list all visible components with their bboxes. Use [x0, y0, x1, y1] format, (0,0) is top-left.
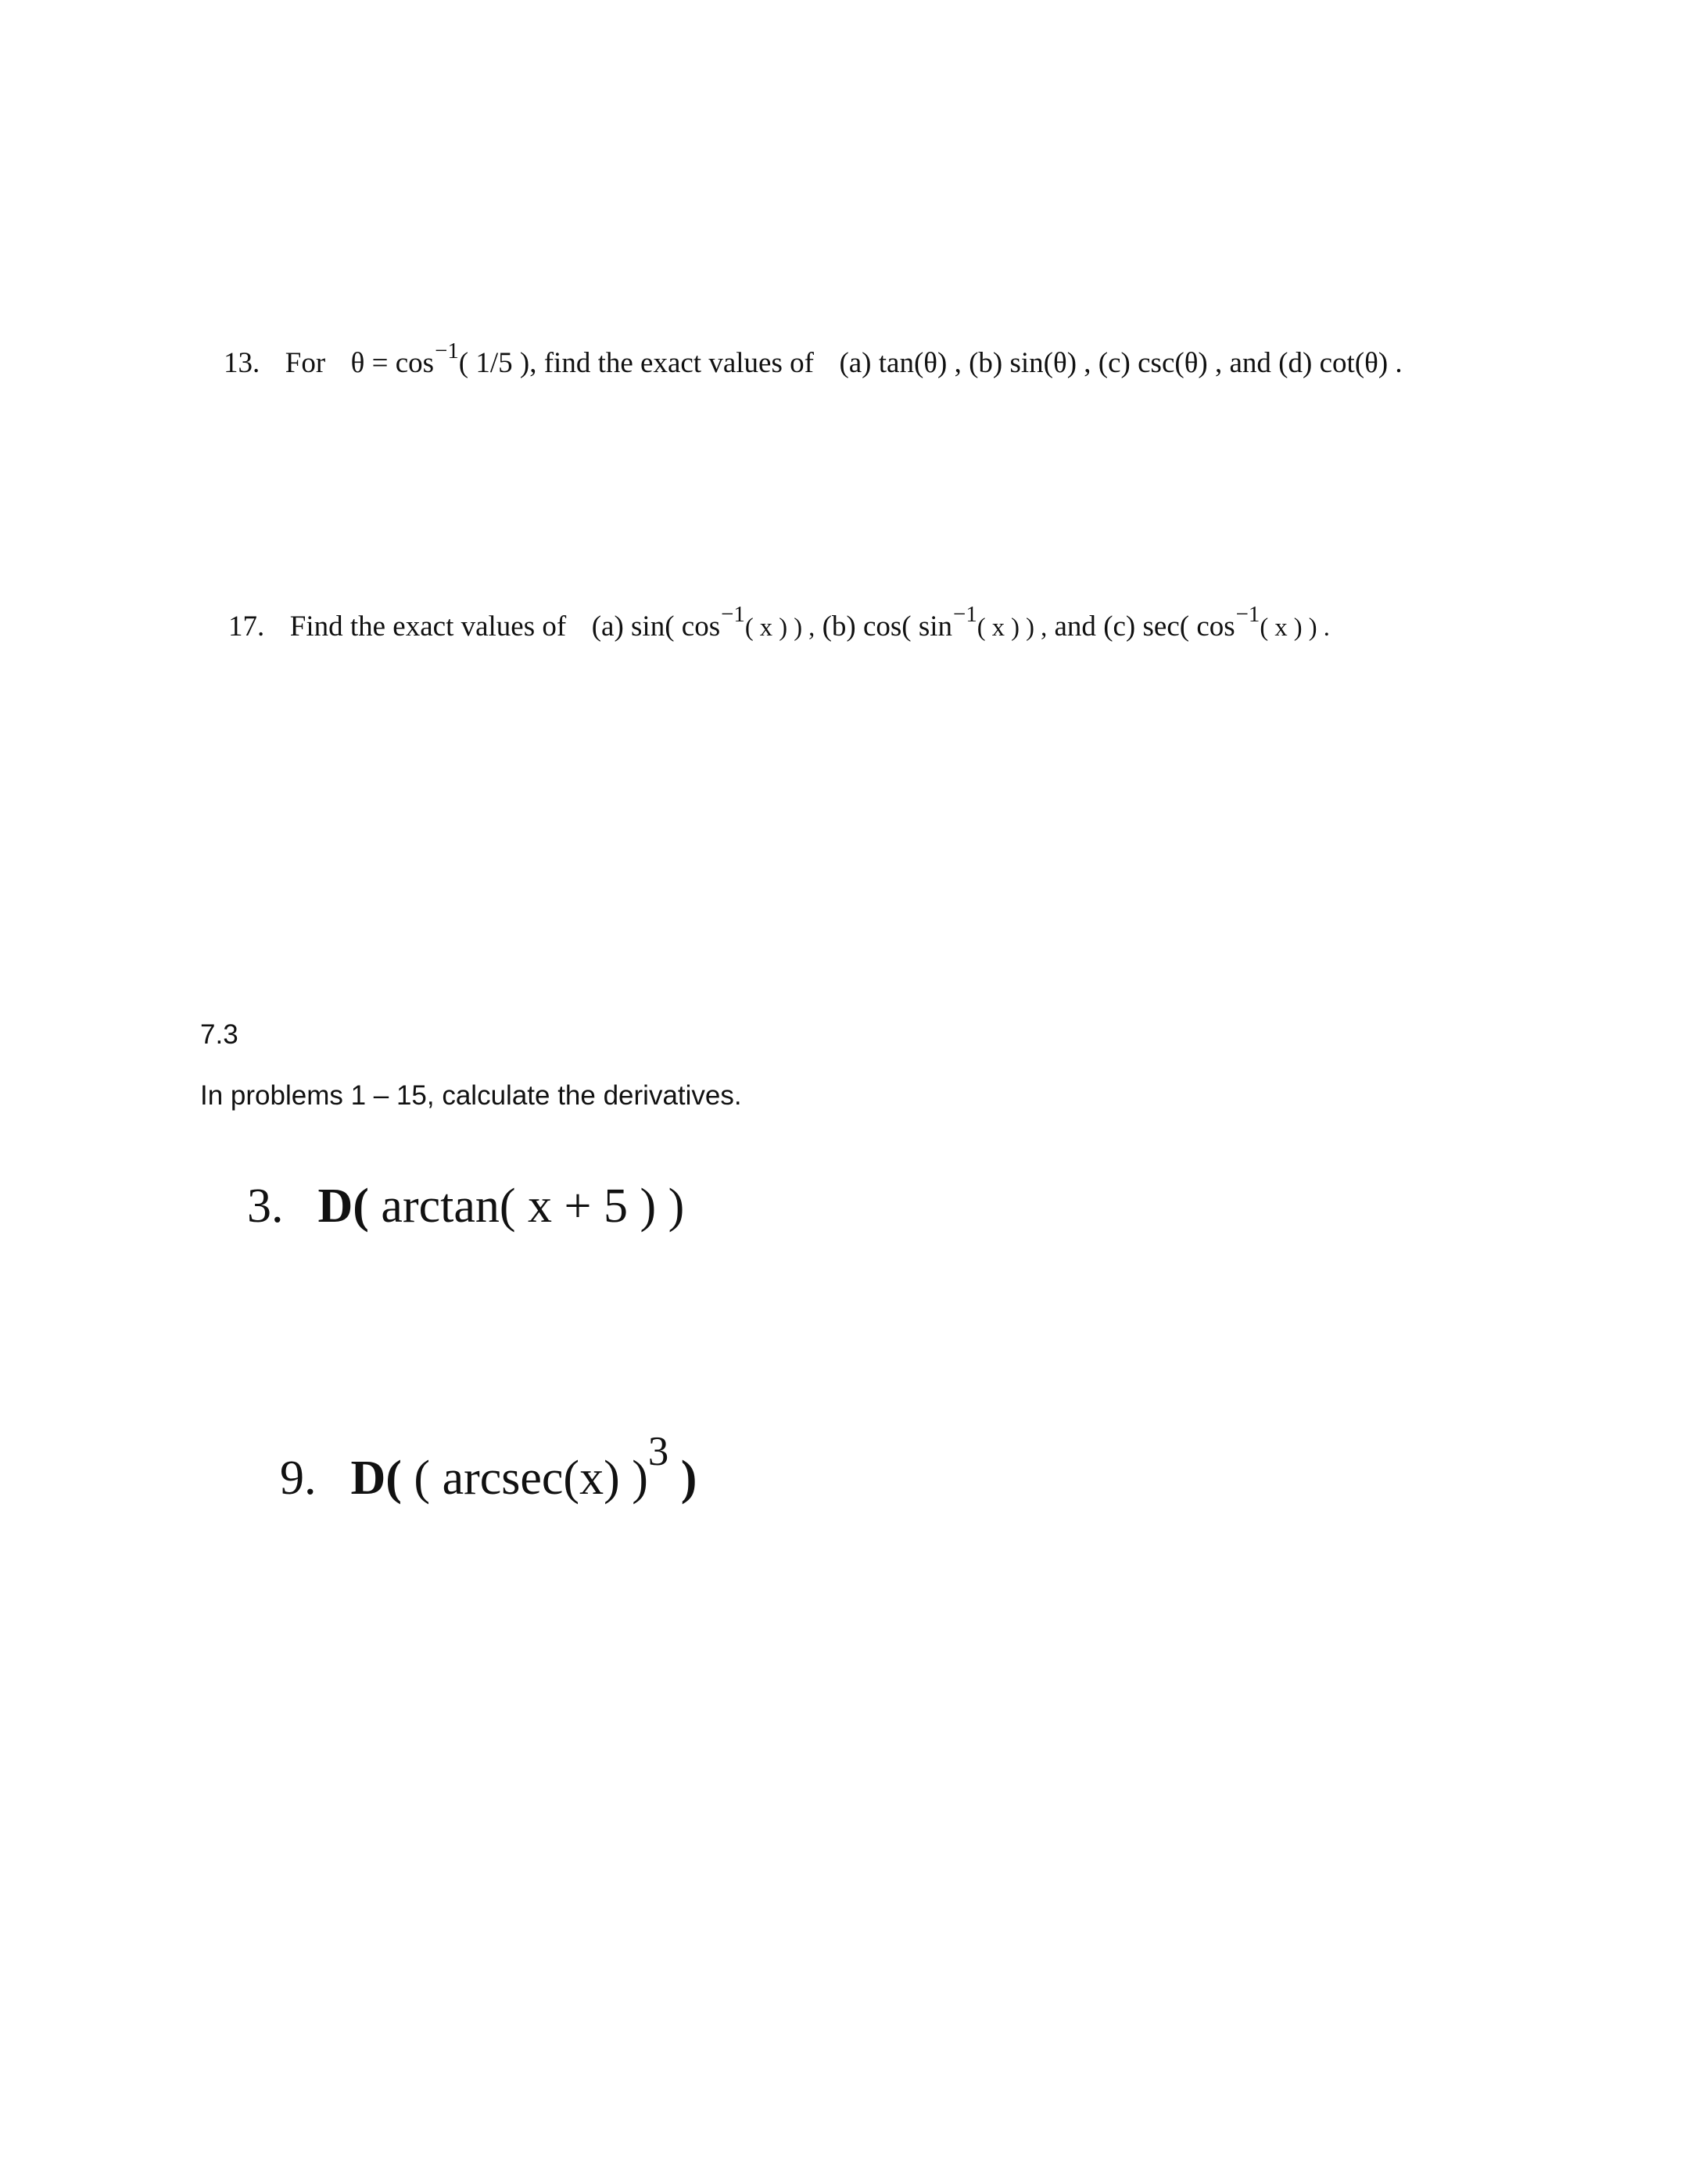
part-b-argument: ( x ) ) ,	[977, 614, 1048, 642]
problem-17-instruction: Find the exact values of	[289, 610, 567, 643]
cos-function: cos	[395, 347, 435, 379]
part-a-label: (a)	[839, 347, 872, 379]
section-instructions: In problems 1 – 15, calculate the derivatives.	[200, 1080, 742, 1111]
part-d-expression: cot(θ) .	[1319, 347, 1403, 379]
part-c-label: (c)	[1103, 610, 1136, 643]
part-a-label: (a)	[591, 610, 624, 643]
problem-3-expression: arctan( x + 5 ) )	[381, 1180, 685, 1233]
problem-3	[247, 1180, 685, 1233]
problem-13-instruction: find the exact values of	[543, 347, 814, 379]
section-heading: 7.3	[200, 1019, 238, 1050]
power-exponent: 3	[647, 1429, 669, 1475]
part-c-inverse-exponent: −1	[1235, 602, 1260, 628]
part-c-function: sec( cos	[1142, 610, 1235, 643]
part-a-argument: ( x ) ) ,	[744, 614, 815, 642]
part-c-label: (c)	[1098, 347, 1131, 379]
problem-3-number: 3.	[247, 1180, 284, 1233]
part-b-label: (b)	[822, 610, 856, 643]
cos-argument: ( 1/5 ),	[458, 347, 537, 379]
part-d-label: (d)	[1278, 347, 1313, 379]
part-a-function: sin( cos	[631, 610, 721, 643]
part-c-expression: csc(θ) ,	[1138, 347, 1223, 379]
derivative-operator: D(	[317, 1180, 369, 1233]
part-b-function: cos( sin	[862, 610, 953, 643]
part-b-expression: sin(θ) ,	[1009, 347, 1091, 379]
problem-13	[224, 338, 1403, 379]
part-b-inverse-exponent: −1	[953, 602, 977, 628]
problem-9	[280, 1429, 697, 1505]
problem-13-number: 13.	[224, 347, 260, 379]
problem-17	[228, 602, 1330, 643]
problem-13-lead: For	[285, 347, 326, 379]
inverse-exponent: −1	[435, 338, 459, 364]
and-text: and	[1229, 347, 1271, 379]
closing-paren: )	[680, 1452, 697, 1505]
theta-equals: θ =	[350, 347, 389, 379]
problem-9-expression: ( arcsec(x) )	[414, 1452, 648, 1505]
part-a-expression: tan(θ) ,	[878, 347, 962, 379]
part-c-argument: ( x ) ) .	[1260, 614, 1330, 642]
part-b-label: (b)	[969, 347, 1003, 379]
derivative-operator: D(	[350, 1452, 402, 1505]
part-a-inverse-exponent: −1	[721, 602, 745, 628]
problem-17-number: 17.	[228, 610, 265, 643]
problem-9-number: 9.	[280, 1452, 317, 1505]
and-text: and	[1054, 610, 1096, 643]
